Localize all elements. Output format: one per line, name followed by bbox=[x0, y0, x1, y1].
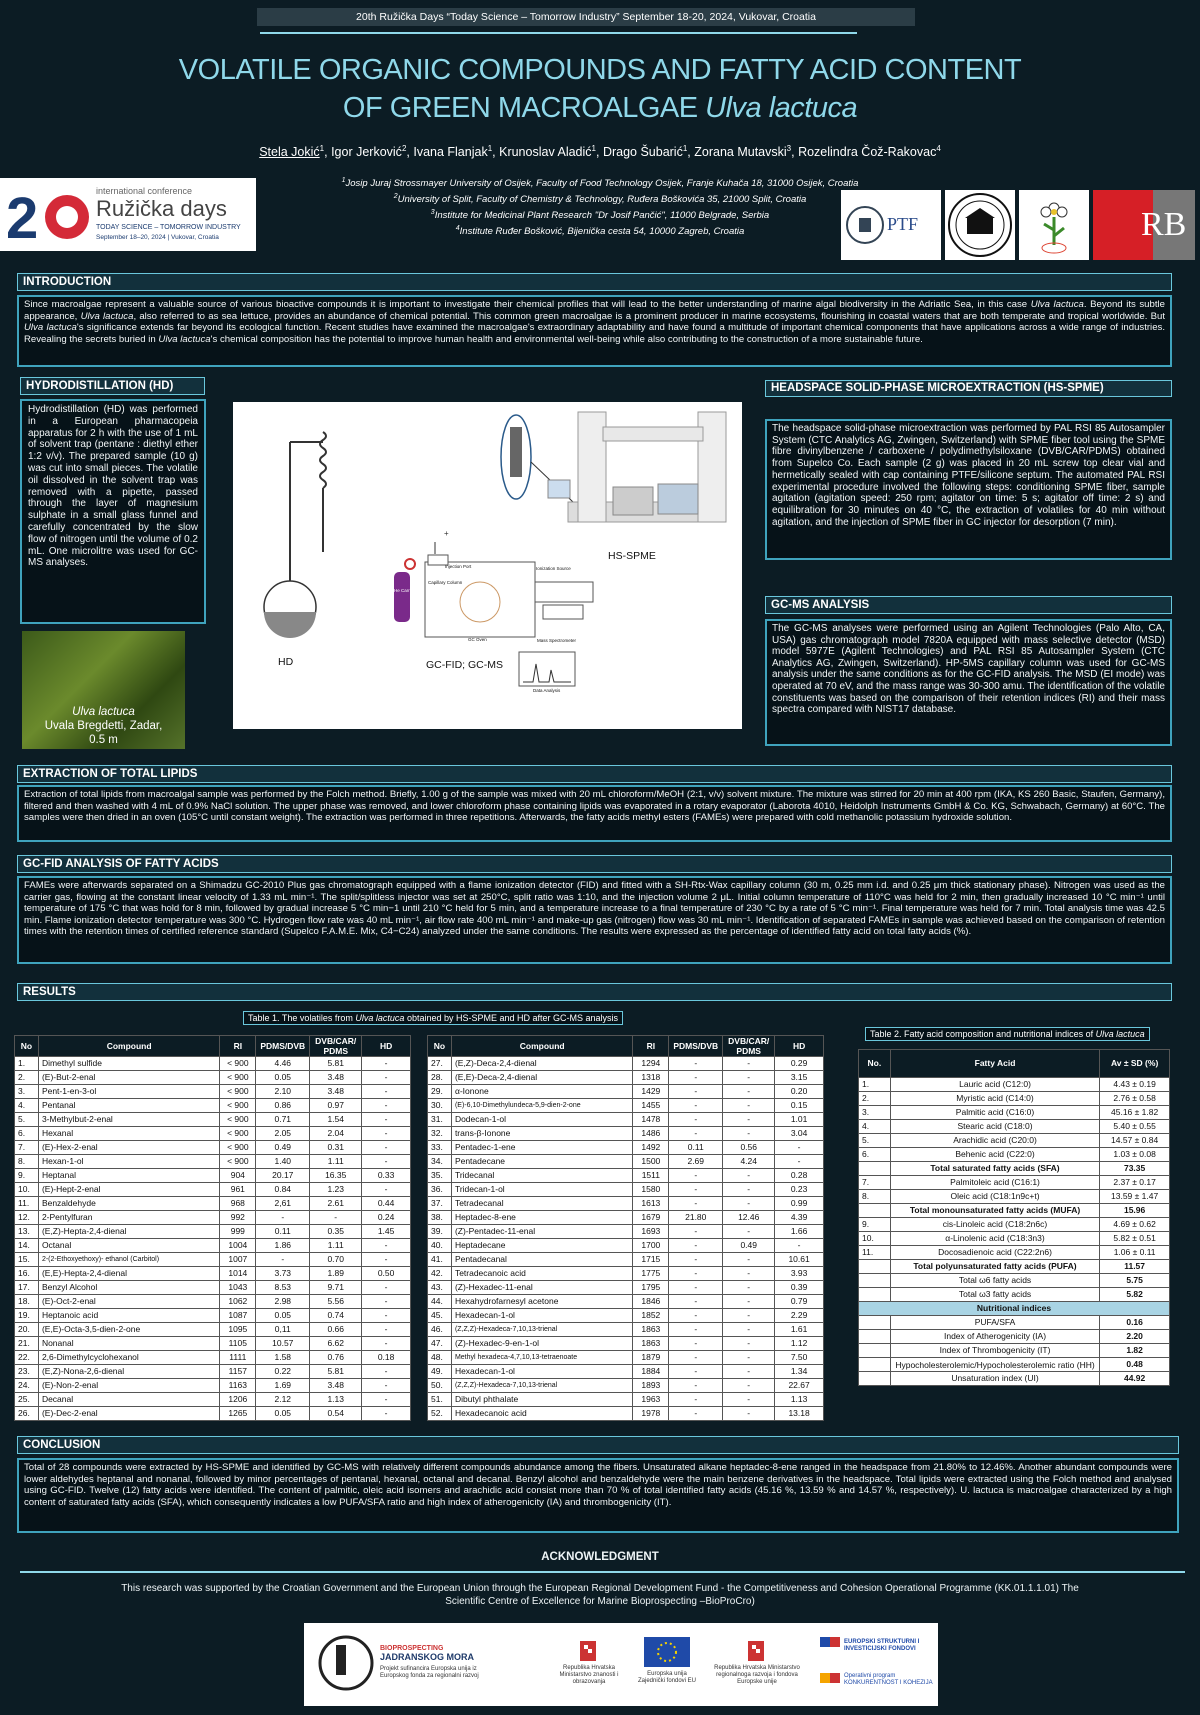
table-row: 35. Tridecanal 1511 - - 0.28 bbox=[428, 1169, 824, 1183]
table-row: Nutritional indices bbox=[859, 1302, 1170, 1316]
table-row: 4. Pentanal < 900 0.86 0.97 - bbox=[15, 1099, 411, 1113]
table-row: 6. Behenic acid (C22:0) 1.03 ± 0.08 bbox=[859, 1148, 1170, 1162]
gcfid-text: FAMEs were afterwards separated on a Shimadzu GC-2010 Plus gas chromatograph equipped with a flame ionization detector (FID) and fitted with a SH-Rtx-Wax capillary column (30 m, 0.25 mm i.d. and 0.25 μm thick stationary phase). Nitrogen was used as the carrier gas, flowing at the constant linear velocity of 1.33 mL min⁻¹. The split/splitless injector was set at 250°C, split ratio was 1:10, and the injection volume 2 μL. Initial column temperature of 110°C was held for 2 min, then gradually increased 10 °C min⁻¹ until temperature of 175 °C that was hold for 8 min, followed by gradual increase 5 °C min−1 until 210 °C held for 5 min, and a temperature increase to a final temperature of 230 °C by a rate of 5 °C min⁻¹. Final temperature was held for 7 min. Total analysis time was 42.5 min. Flame ionization detector temperature was 300 °C. Hydrogen flow rate was 40 mL min⁻¹, air flow rate 400 mL min⁻¹ and make-up gas (nitrogen) flow was 30 mL min⁻¹. Identification of separated FAMEs in sample was achieved based on the comparison of retention times with the retention times of certified reference standard (Supelco F.A.M.E. Mix, C4−C24) analyzed under the same conditions. The results were expressed as the percentage of identified fatty acid on total fatty acids (%). bbox=[17, 876, 1172, 964]
photo-species: Ulva lactuca bbox=[72, 706, 135, 718]
spme-label: HS-SPME bbox=[608, 550, 656, 562]
volatiles-table-right: No Compound RI PDMS/DVB DVB/CAR/ PDMS HD 27. (E,Z)-Deca-2,4-dienal 1294 - - 0.29 28. (E,E)-Deca-2,4-dienal 1318 - - 3.15 29. α-Ionone 1429 - - 0.20 30. (E)-6,10-Dimethylundeca-5,9-dien-2-one 1455 - - 0.15 31. Dodecan-1-ol 1478 - - 1.01 32. trans-β-Ionone 1486 - - 3.04 33. Pentadec-1-ene 1492 0.11 0.56 - 34. Pentadecane 1500 2.69 4.24 - 35. Tridecanal 1511 - - 0.28 36. Tridecan-1-ol 1580 - - 0.23 37. Tetradecanal 1613 - - 0.99 38. Heptadec-8-ene 1679 21.80 12.46 4.39 39. (Z)-Pentadec-11-enal 1693 - - 1.66 40. Heptadecane 1700 - 0.49 - 41. Pentadecanal 1715 - - 10.61 42. Tetradecanoic acid 1775 - - 3.93 43. (Z)-Hexadec-11-enal 1795 - - 0.39 44. Hexahydrofarnesyl acetone 1846 - - 0.79 45. Hexadecan-1-ol 1852 - - 2.29 46. (Z,Z,Z)-Hexadeca-7,10,13-trienal 1863 - - 1.61 47. (Z)-Hexadec-9-en-1-ol 1863 - - 1.12 48. Methyl hexadeca-4,7,10,13-tetraenoate 1879 - - 7.50 49. Hexadecan-1-ol 1884 - - 1.34 50. (Z,Z,Z)-Hexadeca-7,10,13-trienal 1893 - - 22.67 51. Dibutyl phthalate 1963 - - 1.13 52. Hexadecanoic acid 1978 - - 13.18 bbox=[427, 1035, 824, 1421]
table-row: 24. (E)-Non-2-enal 1163 1.69 3.48 - bbox=[15, 1379, 411, 1393]
university-split-logo bbox=[945, 190, 1015, 260]
table-row: 22. 2,6-Dimethylcyclohexanol 1111 1.58 0.76 0.18 bbox=[15, 1351, 411, 1365]
methods-figure bbox=[233, 402, 742, 729]
table2-caption: Table 2. Fatty acid composition and nutritional indices of Ulva lactuca bbox=[865, 1027, 1150, 1041]
table-row: 34. Pentadecane 1500 2.69 4.24 - bbox=[428, 1155, 824, 1169]
table-row: 32. trans-β-Ionone 1486 - - 3.04 bbox=[428, 1127, 824, 1141]
hd-label: HD bbox=[278, 656, 294, 668]
table-row: 7. Palmitoleic acid (C16:1) 2.37 ± 0.17 bbox=[859, 1176, 1170, 1190]
fatty-acid-table: No. Fatty Acid Av ± SD (%) 1. Lauric acid (C12:0) 4.43 ± 0.19 2. Myristic acid (C14:0) 2.76 ± 0.58 3. Palmitic acid (C16:0) 45.16 ± 1.82 4. Stearic acid (C18:0) 5.40 ± 0.55 5. Arachidic acid (C20:0) 14.57 ± 0.84 6. Behenic acid (C22:0) 1.03 ± 0.08 Total saturated fatty acids (SFA) 73.35 7. Palmitoleic acid (C16:1) 2.37 ± 0.17 8. Oleic acid (C18:1n9c+t) 13.59 ± 1.47 Total monounsaturated fatty acids (MUFA) 15.96 9. cis-Linoleic acid (C18:2n6c) 4.69 ± 0.62 10. α-Linolenic acid (C18:3n3) 5.82 ± 0.51 11. Docosadienoic acid (C22:2n6) 1.06 ± 0.11 Total polyunsaturated fatty acids (PUFA) 11.57 Total ω6 fatty acids 5.75 Total ω3 fatty acids 5.82 Nutritional indices PUFA/SFA 0.16 Index of Atherogenicity (IA) 2.20 Index of Thrombogenicity (IT) 1.82 Hypocholesterolemic/Hypocholesterolemic ratio (HH) 0.48 Unsaturation index (UI) 44.92 bbox=[858, 1049, 1170, 1386]
divider bbox=[20, 1571, 1185, 1573]
ruzicka-days-logo bbox=[0, 178, 256, 251]
table-row: 43. (Z)-Hexadec-11-enal 1795 - - 0.39 bbox=[428, 1281, 824, 1295]
table-row: 50. (Z,Z,Z)-Hexadeca-7,10,13-trienal 1893 - - 22.67 bbox=[428, 1379, 824, 1393]
table-row: 37. Tetradecanal 1613 - - 0.99 bbox=[428, 1197, 824, 1211]
table-row: 44. Hexahydrofarnesyl acetone 1846 - - 0.79 bbox=[428, 1295, 824, 1309]
spme-header: HEADSPACE SOLID-PHASE MICROEXTRACTION (HS-SPME) bbox=[765, 380, 1172, 397]
gcms-header: GC-MS ANALYSIS bbox=[765, 596, 1172, 614]
table-row: 20. (E,E)-Octa-3,5-dien-2-one 1095 0,11 0.66 - bbox=[15, 1323, 411, 1337]
table-row: 23. (E,Z)-Nona-2,6-dienal 1157 0.22 5.81 - bbox=[15, 1365, 411, 1379]
data-analysis-label: Data Analysis bbox=[533, 688, 561, 693]
table-row: 52. Hexadecanoic acid 1978 - - 13.18 bbox=[428, 1407, 824, 1421]
table-row: 2. (E)-But-2-enal < 900 0.05 3.48 - bbox=[15, 1071, 411, 1085]
ulva-photo bbox=[22, 631, 185, 749]
column-label: Capillary Column bbox=[428, 580, 463, 585]
oven-label: GC Oven bbox=[468, 637, 487, 642]
table-row: Total ω6 fatty acids 5.75 bbox=[859, 1274, 1170, 1288]
table-row: Total monounsaturated fatty acids (MUFA) 15.96 bbox=[859, 1204, 1170, 1218]
table-row: 5. 3-Methylbut-2-enal < 900 0.71 1.54 - bbox=[15, 1113, 411, 1127]
ack-header: ACKNOWLEDGMENT bbox=[541, 1551, 659, 1563]
table-row: Unsaturation index (UI) 44.92 bbox=[859, 1372, 1170, 1386]
table-row: 1. Lauric acid (C12:0) 4.43 ± 0.19 bbox=[859, 1078, 1170, 1092]
table-row: 30. (E)-6,10-Dimethylundeca-5,9-dien-2-one 1455 - - 0.15 bbox=[428, 1099, 824, 1113]
esi-funds-label: EUROPSKI STRUKTURNI I INVESTICIJSKI FONDOVI bbox=[844, 1639, 920, 1652]
hd-text: Hydrodistillation (HD) was performed in a European pharmacopeia apparatus for 2 h with the use of 1 mL of solvent trap (pentane : diethyl ether 1:2 v/v). The prepared sample (10 g) was cut into small pieces. The volatile oil dissolved in the solvent trap was removed with a pipette, passed through the layer of magnesium sulphate in a small glass funnel and carefully concentrated by the slow flow of nitrogen until the volume of 0.2 mL. One microlitre was used for GC-MS analyses. bbox=[20, 399, 206, 624]
table-row: 36. Tridecan-1-ol 1580 - - 0.23 bbox=[428, 1183, 824, 1197]
author-name: Igor Jerković bbox=[331, 145, 402, 160]
conclusion-header: CONCLUSION bbox=[17, 1436, 1179, 1454]
table-row: 41. Pentadecanal 1715 - - 10.61 bbox=[428, 1253, 824, 1267]
table-row: 17. Benzyl Alcohol 1043 8.53 9.71 - bbox=[15, 1281, 411, 1295]
table-row: 11. Docosadienoic acid (C22:2n6) 1.06 ± 0.11 bbox=[859, 1246, 1170, 1260]
table-row: Total polyunsaturated fatty acids (PUFA) 11.57 bbox=[859, 1260, 1170, 1274]
bioprospecting-label: BIOPROSPECTING bbox=[380, 1645, 444, 1652]
twenty-logo-icon bbox=[4, 180, 94, 250]
photo-depth: 0.5 m bbox=[89, 734, 118, 746]
hd-header: HYDRODISTILLATION (HD) bbox=[20, 377, 205, 395]
operational-programme-label: Operativni program KONKURENTNOST I KOHEZIJA bbox=[844, 1673, 933, 1686]
table-row: 49. Hexadecan-1-ol 1884 - - 1.34 bbox=[428, 1365, 824, 1379]
eu-label: Europska unija Zajednički fondovi EU bbox=[637, 1671, 697, 1684]
conclusion-text: Total of 28 compounds were extracted by HS-SPME and identified by GC-MS with relatively different compounds abundance among the fibers. Unsaturated alkane heptadec-8-ene ranged in the headspace from 21.80% to 12.46%. Another abundant compounds were lower aldehydes heptanal and nonanal, followed by minor percentages of pentanal, hexanal, octanal and decanal. Benzyl alcohol and benzaldehyde were the main benzene derivatives in the headspace. Total lipids were extracted using the Folch method and analysed using GC-FID. Twelve (12) fatty acids were identified. The content of palmitic, oleic acid isomers and arachidic acid consist more than 70 % of total identified fatty acids (45.16 %, 13.59 % and 14.57 %, respectively). U. lactuca is macroalgae characterized by a high content of saturated fatty acids (SFA), which consequently indicates a low PUFA/SFA ratio and high index of atherogenicity (IA) and thrombogenicity (IT). bbox=[17, 1458, 1179, 1533]
table-row: 42. Tetradecanoic acid 1775 - - 3.93 bbox=[428, 1267, 824, 1281]
rb-logo: RB bbox=[1093, 190, 1195, 260]
photo-location: Uvala Bregdetti, Zadar, bbox=[44, 720, 163, 732]
table-row: 16. (E,E)-Hepta-2,4-dienal 1014 3.73 1.89 0.50 bbox=[15, 1267, 411, 1281]
ack-text: This research was supported by the Croatian Government and the European Union through the European Regional Development Fund - the Competitiveness and Cohesion Operational Programme (KK.01.1.1.01) The Scientific Centre of Excellence for Marine Bioprospecting –BioProCro) bbox=[121, 1583, 1079, 1607]
affiliation: $^2$University of Split, Faculty of Chemistry & Technology, Ruđera Boškovića 35, 21000 Split, Croatia bbox=[393, 193, 807, 206]
table-row: 3. Pent-1-en-3-ol < 900 2.10 3.48 - bbox=[15, 1085, 411, 1099]
ministry-science-label: Republika Hrvatska Ministarstvo znanosti i obrazovanja bbox=[559, 1665, 619, 1685]
ptf-logo: PTF bbox=[841, 190, 941, 260]
table-row: 15. 2-(2-Ethoxyethoxy)- ethanol (Carbitol) 1007 - 0.70 - bbox=[15, 1253, 411, 1267]
table-row: 33. Pentadec-1-ene 1492 0.11 0.56 - bbox=[428, 1141, 824, 1155]
table-row: 7. (E)-Hex-2-enal < 900 0.49 0.31 - bbox=[15, 1141, 411, 1155]
table-row: 10. α-Linolenic acid (C18:3n3) 5.82 ± 0.51 bbox=[859, 1232, 1170, 1246]
table-row: Index of Atherogenicity (IA) 2.20 bbox=[859, 1330, 1170, 1344]
table-row: 8. Hexan-1-ol < 900 1.40 1.11 - bbox=[15, 1155, 411, 1169]
project-cofinanced-label: Projekt sufinancira Europska unija iz Europskog fonda za regionalni razvoj bbox=[380, 1666, 479, 1679]
table-row: 10. (E)-Hept-2-enal 961 0.84 1.23 - bbox=[15, 1183, 411, 1197]
gc-label: GC-FID; GC-MS bbox=[426, 659, 503, 671]
ms-label: Mass Spectrometer bbox=[537, 638, 577, 643]
plant-institute-logo bbox=[1019, 190, 1089, 260]
table-row: 39. (Z)-Pentadec-11-enal 1693 - - 1.66 bbox=[428, 1225, 824, 1239]
table-row: 9. cis-Linoleic acid (C18:2n6c) 4.69 ± 0.62 bbox=[859, 1218, 1170, 1232]
affiliation: $^3$Institute for Medicinal Plant Research "Dr Josif Pančić", 11000 Belgrade, Serbia bbox=[430, 209, 770, 222]
table-row: 27. (E,Z)-Deca-2,4-dienal 1294 - - 0.29 bbox=[428, 1057, 824, 1071]
affiliation: $^1$Josip Juraj Strossmayer University of Osijek, Faculty of Food Technology Osijek, Franje Kuhača 18, 31000 Osijek, Croatia bbox=[341, 177, 859, 190]
table-row: 40. Heptadecane 1700 - 0.49 - bbox=[428, 1239, 824, 1253]
table-row: 19. Heptanoic acid 1087 0.05 0.74 - bbox=[15, 1309, 411, 1323]
table-row: 51. Dibutyl phthalate 1963 - - 1.13 bbox=[428, 1393, 824, 1407]
ministry-regional-label: Republika Hrvatska Ministarstvo regionalnoga razvoja i fondova Europske unije bbox=[714, 1665, 800, 1685]
table-row: 14. Octanal 1004 1.86 1.11 - bbox=[15, 1239, 411, 1253]
carrier-gas-label: He Carrier Gas bbox=[394, 588, 425, 593]
logo-subtitle: international conference bbox=[96, 186, 193, 196]
injection-port-label: Injection Port bbox=[445, 564, 472, 569]
table-row: 46. (Z,Z,Z)-Hexadeca-7,10,13-trienal 1863 - - 1.61 bbox=[428, 1323, 824, 1337]
table-row: Total ω3 fatty acids 5.82 bbox=[859, 1288, 1170, 1302]
building-seal-icon bbox=[945, 190, 1015, 260]
table-row: 3. Palmitic acid (C16:0) 45.16 ± 1.82 bbox=[859, 1106, 1170, 1120]
table-row: 13. (E,Z)-Hepta-2,4-dienal 999 0.11 0.35 1.45 bbox=[15, 1225, 411, 1239]
table-row: 12. 2-Pentylfuran 992 - - 0.24 bbox=[15, 1211, 411, 1225]
affiliation: $^4$Institute Ruđer Bošković, Bijenička cesta 54, 10000 Zagreb, Croatia bbox=[455, 225, 745, 238]
volatiles-table-left: No Compound RI PDMS/DVB DVB/CAR/ PDMS HD 1. Dimethyl sulfide < 900 4.46 5.81 - 2. (E)-But-2-enal < 900 0.05 3.48 - 3. Pent-1-en-3-ol < 900 2.10 3.48 - 4. Pentanal < 900 0.86 0.97 - 5. 3-Methylbut-2-enal < 900 0.71 1.54 - 6. Hexanal < 900 2.05 2.04 - 7. (E)-Hex-2-enal < 900 0.49 0.31 - 8. Hexan-1-ol < 900 1.40 1.11 - 9. Heptanal 904 20.17 16.35 0.33 10. (E)-Hept-2-enal 961 0.84 1.23 - 11. Benzaldehyde 968 2,61 2.61 0.44 12. 2-Pentylfuran 992 - - 0.24 13. (E,Z)-Hepta-2,4-dienal 999 0.11 0.35 1.45 14. Octanal 1004 1.86 1.11 - 15. 2-(2-Ethoxyethoxy)- ethanol (Carbitol) 1007 - 0.70 - 16. (E,E)-Hepta-2,4-dienal 1014 3.73 1.89 0.50 17. Benzyl Alcohol 1043 8.53 9.71 - 18. (E)-Oct-2-enal 1062 2.98 5.56 - 19. Heptanoic acid 1087 0.05 0.74 - 20. (E,E)-Octa-3,5-dien-2-one 1095 0,11 0.66 - 21. Nonanal 1105 10.57 6.62 - 22. 2,6-Dimethylcyclohexanol 1111 1.58 0.76 0.18 23. (E,Z)-Nona-2,6-dienal 1157 0.22 5.81 - 24. (E)-Non-2-enal 1163 1.69 3.48 - 25. Decanal 1206 2.12 1.13 - 26. (E)-Dec-2-enal 1265 0.05 0.54 - bbox=[14, 1035, 411, 1421]
institution-logos bbox=[841, 190, 1195, 260]
logo-tagline: TODAY SCIENCE – TOMORROW INDUSTRY bbox=[96, 224, 241, 231]
author-name: Rozelindra Čož-Rakovac bbox=[798, 145, 937, 160]
table-row: 6. Hexanal < 900 2.05 2.04 - bbox=[15, 1127, 411, 1141]
lipids-header: EXTRACTION OF TOTAL LIPIDS bbox=[17, 765, 1172, 783]
sponsor-logos bbox=[304, 1623, 938, 1706]
table-row: 11. Benzaldehyde 968 2,61 2.61 0.44 bbox=[15, 1197, 411, 1211]
table-row: 48. Methyl hexadeca-4,7,10,13-tetraenoate 1879 - - 7.50 bbox=[428, 1351, 824, 1365]
table-row: 28. (E,E)-Deca-2,4-dienal 1318 - - 3.15 bbox=[428, 1071, 824, 1085]
author-name: Zorana Mutavski bbox=[694, 145, 787, 160]
table-row: 45. Hexadecan-1-ol 1852 - - 2.29 bbox=[428, 1309, 824, 1323]
flower-icon bbox=[1019, 190, 1089, 260]
table-row: Index of Thrombogenicity (IT) 1.82 bbox=[859, 1344, 1170, 1358]
gcms-text: The GC-MS analyses were performed using an Agilent Technologies (Palo Alto, CA, USA) gas chromatograph model 7820A equipped with mass selective detector (MSD) model 5977E (Agilent Technologies) and PAL RSI 85 Autosampler System (CTC Analytics AG, Zwingen, Switzerland). HP-5MS capillary column was used for GC-MS analysis under the same conditions as for the GC-FID analysis. The MSD (EI mode) was operated at 70 eV, and the mass range was 30-300 amu. The identification of the volatile constituents was based on the comparison of their retention indices (RI) and their mass spectra compared with NIST17 database. bbox=[765, 619, 1172, 746]
results-header: RESULTS bbox=[17, 983, 1172, 1001]
author-name: Krunoslav Aladić bbox=[499, 145, 592, 160]
intro-text: Since macroalgae represent a valuable source of various bioactive compounds it is important to investigate their chemical profiles that will lead to the better understanding of marine algal biodiversity in the Adriatic Sea, in this case Ulva lactuca. Beyond its subtle appearance, Ulva lactuca, also referred to as sea lettuce, provides an abundance of chemical potential. This common green macroalgae is a prominent producer in marine ecosystems, flourishing in coastal waters that are both temperate and tropical worldwide. But Ulva lactuca's significance extends far beyond its ecological function. Recent studies have examined the macroalgae's extraordinary adaptability and have found a multitude of important chemical components that have applications across a wide range of industries. Revealing the secrets buried in Ulva lactuca's chemical composition has the potential to improve human health and environmental well-being while also contributing to the construction of a more sustainable future. bbox=[17, 295, 1172, 367]
table-row: 31. Dodecan-1-ol 1478 - - 1.01 bbox=[428, 1113, 824, 1127]
table-row: 38. Heptadec-8-ene 1679 21.80 12.46 4.39 bbox=[428, 1211, 824, 1225]
table-row: 21. Nonanal 1105 10.57 6.62 - bbox=[15, 1337, 411, 1351]
table-row: 5. Arachidic acid (C20:0) 14.57 ± 0.84 bbox=[859, 1134, 1170, 1148]
intro-header: INTRODUCTION bbox=[17, 273, 1172, 291]
table-row: 1. Dimethyl sulfide < 900 4.46 5.81 - bbox=[15, 1057, 411, 1071]
gcfid-header: GC-FID ANALYSIS OF FATTY ACIDS bbox=[17, 855, 1172, 873]
poster-title-line2: OF GREEN MACROALGAE Ulva lactuca bbox=[342, 92, 858, 124]
jadranskog-mora-label: JADRANSKOG MORA bbox=[380, 1652, 475, 1662]
svg-text:+: + bbox=[444, 529, 449, 538]
author-name: Stela Jokić bbox=[259, 145, 320, 160]
spme-text: The headspace solid-phase microextraction was performed by PAL RSI 85 Autosampler System (CTC Analytics AG, Zwingen, Switzerland) with SPME fiber tool using the SPME fibre divinylbenzene / carboxene / polydimethylsiloxane (DVB/CAR/PDMS) obtained from Supelco Co. Each sample (2 g) was placed in 20 mL screw top clear vial and hermetically sealed with cap containing PTFE/silicone septum. The automated PAL RSI experimental procedure involved the following steps: conditioning SPME fiber, sample agitation (agitation speed: 250 rpm; agitator on time: 5 s; agitator off time: 2 s) and equilibration for 30 minutes on 40 °C, the extraction of volatiles for 40 min without agitation, and the injection of SPME fiber in GC injector for desorption (7 min). bbox=[765, 419, 1172, 560]
table-row: PUFA/SFA 0.16 bbox=[859, 1316, 1170, 1330]
author-list: Stela Jokić$^1$, Igor Jerković$^2$, Ivana Flanjak$^1$, Krunoslav Aladić$^1$, Drago Šubarić$^1$, Zorana Mutavski$^3$, Rozelindra Čož-Rakovac$^4$ bbox=[259, 144, 941, 160]
table-row: Total saturated fatty acids (SFA) 73.35 bbox=[859, 1162, 1170, 1176]
table-row: 2. Myristic acid (C14:0) 2.76 ± 0.58 bbox=[859, 1092, 1170, 1106]
table-row: 29. α-Ionone 1429 - - 0.20 bbox=[428, 1085, 824, 1099]
apparatus-diagram-icon bbox=[233, 402, 742, 729]
table-row: 9. Heptanal 904 20.17 16.35 0.33 bbox=[15, 1169, 411, 1183]
conference-bar: 20th Ružička Days “Today Science – Tomorrow Industry” September 18-20, 2024, Vukovar, Croatia bbox=[257, 8, 915, 26]
table-row: 8. Oleic acid (C18:1n9c+t) 13.59 ± 1.47 bbox=[859, 1190, 1170, 1204]
table-row: Hypocholesterolemic/Hypocholesterolemic ratio (HH) 0.48 bbox=[859, 1358, 1170, 1372]
divider bbox=[260, 32, 857, 34]
author-name: Ivana Flanjak bbox=[413, 145, 488, 160]
svg-text:2: 2 bbox=[6, 186, 39, 250]
table1-caption: Table 1. The volatiles from Ulva lactuca obtained by HS-SPME and HD after GC-MS analysis bbox=[243, 1011, 623, 1025]
table-row: 18. (E)-Oct-2-enal 1062 2.98 5.56 - bbox=[15, 1295, 411, 1309]
table-row: 4. Stearic acid (C18:0) 5.40 ± 0.55 bbox=[859, 1120, 1170, 1134]
author-name: Drago Šubarić bbox=[602, 145, 683, 160]
ion-label: Ionization Source bbox=[536, 566, 571, 571]
table-row: 26. (E)-Dec-2-enal 1265 0.05 0.54 - bbox=[15, 1407, 411, 1421]
logo-name: Ružička days bbox=[96, 196, 227, 221]
logo-date: September 18–20, 2024 | Vukovar, Croatia bbox=[96, 234, 219, 241]
poster-title-line1: VOLATILE ORGANIC COMPOUNDS AND FATTY ACID CONTENT bbox=[178, 54, 1022, 86]
lipids-text: Extraction of total lipids from macroalgal sample was performed by the Folch method. Briefly, 1.00 g of the sample was mixed with 20 mL chloroform/MeOH (2:1, v/v) solvent mixture. The mixture was stirred for 20 min at 400 rpm (IKA, KS 260 Basic, Staufen, Germany), filtered and then washed with 4 mL of 0.9% NaCl solution. The upper phase was removed, and lower chloroform phase containing lipids was evaporated in a rotary evaporator (Laborota 4010, Heidolph Instruments GmbH & Co. KG, Schwabach, Germany) at 60°C. The samples were then dried in an oven (105°C until constant weight). The extraction was performed in three repetitions. Afterwards, the fatty acids methyl esters (FAMEs) were prepared with cold methanolic potassium hydroxide solution. bbox=[17, 785, 1172, 842]
table-row: 47. (Z)-Hexadec-9-en-1-ol 1863 - - 1.12 bbox=[428, 1337, 824, 1351]
table-row: 25. Decanal 1206 2.12 1.13 - bbox=[15, 1393, 411, 1407]
